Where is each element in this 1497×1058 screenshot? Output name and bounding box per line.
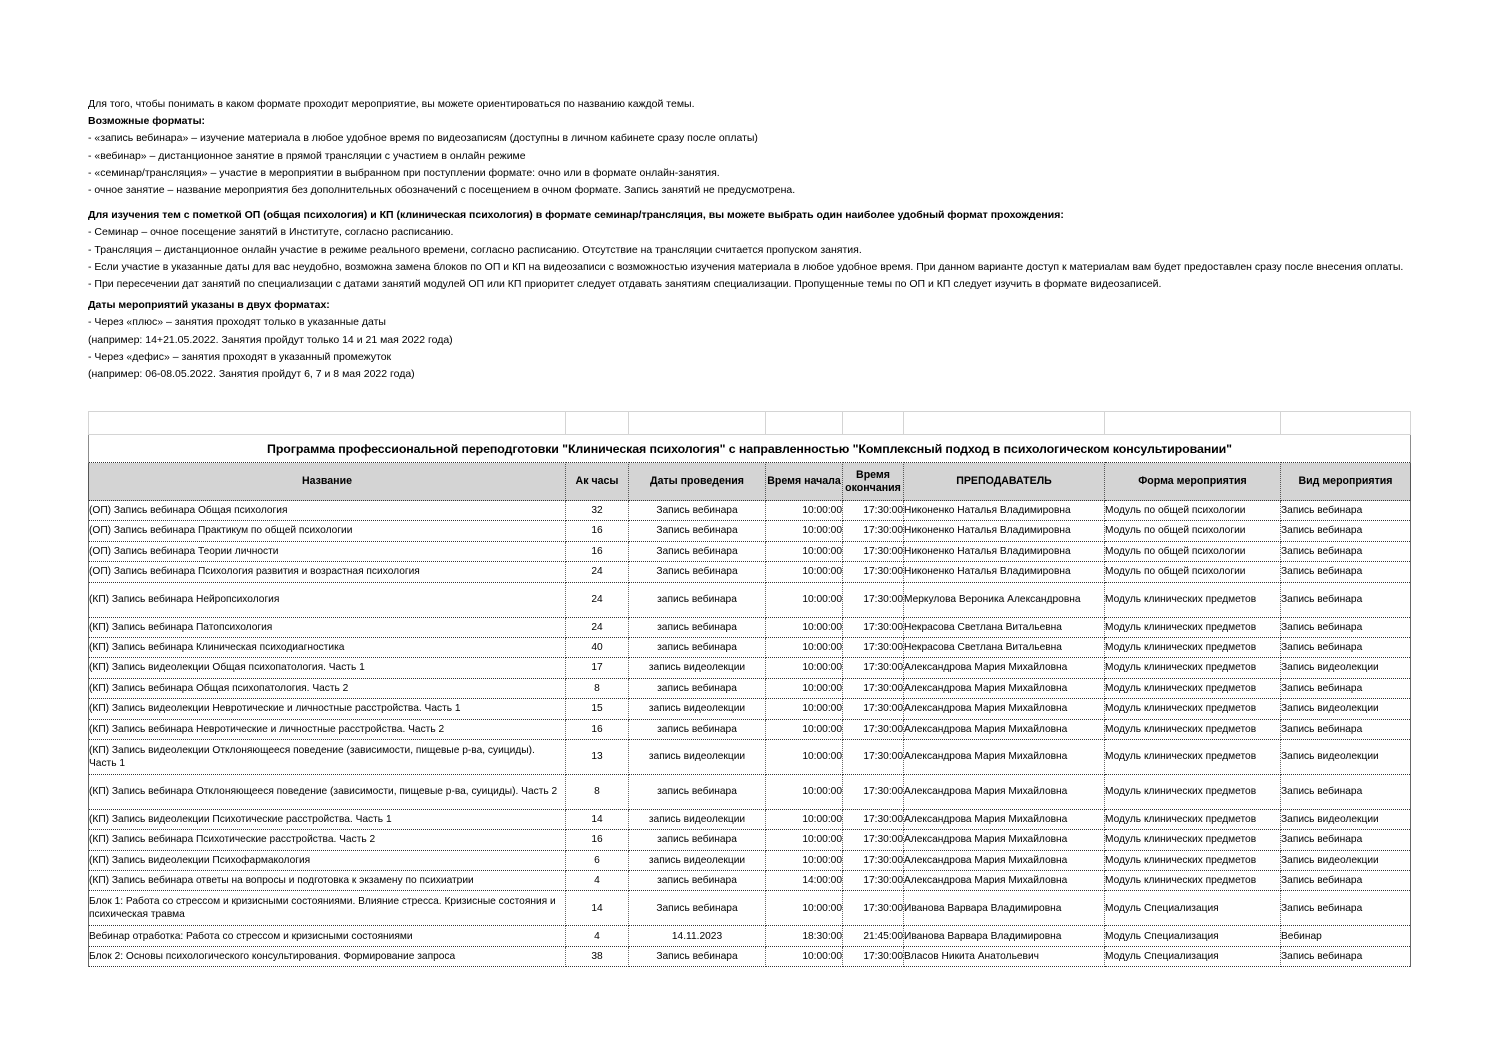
cell-kind: Запись видеолекции [1281, 809, 1411, 829]
format-item: - «семинар/трансляция» – участие в мероприятии в выбранном при поступлении формате: очно или в формате онлайн-занятия. [88, 166, 720, 179]
table-row [89, 946, 1411, 966]
cell-dates: запись вебинара [629, 719, 766, 739]
cell-hours: 15 [566, 699, 629, 719]
cell-dates: Запись вебинара [629, 501, 766, 521]
cell-name: (ОП) Запись вебинара Психология развития и возрастная психология [89, 562, 566, 582]
cell-end: 17:30:00 [843, 891, 904, 926]
cell-kind: Запись видеолекции [1281, 739, 1411, 774]
cell-hours: 16 [566, 541, 629, 561]
cell-kind: Запись вебинара [1281, 830, 1411, 850]
empty-grid-row [89, 412, 1411, 435]
cell-kind: Запись видеолекции [1281, 658, 1411, 678]
grid-cell [1281, 412, 1411, 435]
op-kp-item: - Если участие в указанные даты для вас неудобно, возможна замена блоков по ОП и КП на видеозаписи с возможностью изучения материала в любое удобное время. При данном варианте доступ к материалам вам будет предоставлен сразу после внесения оплаты. [88, 260, 1404, 273]
cell-name: (КП) Запись вебинара Патопсихология [89, 617, 566, 637]
cell-dates: запись видеолекции [629, 850, 766, 870]
cell-hours: 16 [566, 830, 629, 850]
cell-form: Модуль Специализация [1105, 926, 1281, 946]
cell-hours: 24 [566, 562, 629, 582]
cell-start: 10:00:00 [766, 850, 843, 870]
cell-form: Модуль клинических предметов [1105, 774, 1281, 809]
grid-cell [89, 412, 566, 435]
cell-kind: Запись вебинара [1281, 562, 1411, 582]
cell-start: 10:00:00 [766, 739, 843, 774]
cell-form: Модуль Специализация [1105, 946, 1281, 966]
table-row [89, 678, 1411, 698]
cell-form: Модуль клинических предметов [1105, 739, 1281, 774]
cell-dates: запись вебинара [629, 678, 766, 698]
cell-end: 17:30:00 [843, 521, 904, 541]
cell-form: Модуль по общей психологии [1105, 541, 1281, 561]
cell-dates: запись вебинара [629, 830, 766, 850]
table-body [89, 501, 1411, 967]
cell-kind: Запись видеолекции [1281, 850, 1411, 870]
cell-name: (КП) Запись видеолекции Общая психопатология. Часть 1 [89, 658, 566, 678]
intro-block [88, 96, 1410, 383]
cell-dates: Запись вебинара [629, 946, 766, 966]
cell-hours: 13 [566, 739, 629, 774]
cell-kind: Запись вебинара [1281, 719, 1411, 739]
cell-start: 18:30:00 [766, 926, 843, 946]
cell-kind: Запись вебинара [1281, 678, 1411, 698]
cell-name: Вебинар отработка: Работа со стрессом и кризисными состояниями [89, 926, 566, 946]
cell-teacher: Никоненко Наталья Владимировна [904, 562, 1105, 582]
cell-teacher: Никоненко Наталья Владимировна [904, 541, 1105, 561]
cell-end: 17:30:00 [843, 582, 904, 617]
cell-start: 10:00:00 [766, 637, 843, 657]
cell-start: 10:00:00 [766, 830, 843, 850]
column-header-end: Время окончания [843, 463, 904, 501]
cell-teacher: Никоненко Наталья Владимировна [904, 521, 1105, 541]
cell-form: Модуль клинических предметов [1105, 617, 1281, 637]
cell-teacher: Александрова Мария Михайловна [904, 774, 1105, 809]
cell-name: (КП) Запись видеолекции Психотические расстройства. Часть 1 [89, 809, 566, 829]
table-row [89, 830, 1411, 850]
cell-end: 17:30:00 [843, 774, 904, 809]
cell-form: Модуль клинических предметов [1105, 809, 1281, 829]
program-schedule-table [88, 411, 1411, 967]
cell-kind: Запись вебинара [1281, 521, 1411, 541]
cell-hours: 6 [566, 850, 629, 870]
table-row [89, 699, 1411, 719]
cell-kind: Запись вебинара [1281, 617, 1411, 637]
cell-end: 17:30:00 [843, 658, 904, 678]
cell-end: 17:30:00 [843, 871, 904, 891]
cell-kind: Запись вебинара [1281, 541, 1411, 561]
cell-end: 17:30:00 [843, 637, 904, 657]
cell-dates: 14.11.2023 [629, 926, 766, 946]
table-row [89, 637, 1411, 657]
cell-start: 10:00:00 [766, 617, 843, 637]
dates-item: (например: 14+21.05.2022. Занятия пройдут только 14 и 21 мая 2022 года) [88, 333, 453, 346]
cell-end: 17:30:00 [843, 809, 904, 829]
cell-kind: Запись вебинара [1281, 637, 1411, 657]
cell-teacher: Александрова Мария Михайловна [904, 658, 1105, 678]
cell-teacher: Меркулова Вероника Александровна [904, 582, 1105, 617]
table-title-row [89, 435, 1411, 463]
cell-end: 17:30:00 [843, 617, 904, 637]
cell-teacher: Никоненко Наталья Владимировна [904, 501, 1105, 521]
grid-cell [843, 412, 904, 435]
cell-hours: 24 [566, 582, 629, 617]
cell-teacher: Александрова Мария Михайловна [904, 678, 1105, 698]
cell-dates: запись видеолекции [629, 809, 766, 829]
cell-start: 10:00:00 [766, 658, 843, 678]
cell-hours: 38 [566, 946, 629, 966]
format-item: - «вебинар» – дистанционное занятие в прямой трансляции с участием в онлайн режиме [88, 149, 526, 162]
intro-lead: Для того, чтобы понимать в каком формате проходит мероприятие, вы можете ориентироваться по названию каждой темы. [88, 98, 695, 110]
cell-hours: 4 [566, 926, 629, 946]
cell-teacher: Иванова Варвара Владимировна [904, 926, 1105, 946]
cell-form: Модуль по общей психологии [1105, 521, 1281, 541]
grid-cell [1105, 412, 1281, 435]
cell-hours: 17 [566, 658, 629, 678]
cell-teacher: Александрова Мария Михайловна [904, 809, 1105, 829]
cell-dates: запись вебинара [629, 637, 766, 657]
cell-teacher: Александрова Мария Михайловна [904, 739, 1105, 774]
table-row [89, 809, 1411, 829]
cell-dates: запись вебинара [629, 774, 766, 809]
cell-end: 17:30:00 [843, 719, 904, 739]
cell-start: 10:00:00 [766, 582, 843, 617]
table-row [89, 658, 1411, 678]
cell-form: Модуль клинических предметов [1105, 637, 1281, 657]
cell-end: 17:30:00 [843, 830, 904, 850]
cell-name: (ОП) Запись вебинара Теории личности [89, 541, 566, 561]
column-header-form: Форма мероприятия [1105, 463, 1281, 501]
cell-teacher: Александрова Мария Михайловна [904, 719, 1105, 739]
cell-start: 10:00:00 [766, 809, 843, 829]
cell-hours: 16 [566, 719, 629, 739]
cell-form: Модуль клинических предметов [1105, 830, 1281, 850]
dates-item: - Через «дефис» – занятия проходят в указанный промежуток [88, 350, 392, 363]
cell-hours: 40 [566, 637, 629, 657]
cell-end: 17:30:00 [843, 501, 904, 521]
table-row [89, 774, 1411, 809]
column-header-dates: Даты проведения [629, 463, 766, 501]
cell-hours: 32 [566, 501, 629, 521]
cell-name: (КП) Запись видеолекции Невротические и личностные расстройства. Часть 1 [89, 699, 566, 719]
cell-name: (КП) Запись вебинара ответы на вопросы и подготовка к экзамену по психиатрии [89, 871, 566, 891]
cell-name: (КП) Запись вебинара Психотические расстройства. Часть 2 [89, 830, 566, 850]
program-title: Программа профессиональной переподготовки "Клиническая психология" с направленностью "Комплексный подход в психологическом консультировании" [89, 435, 1411, 463]
cell-teacher: Александрова Мария Михайловна [904, 830, 1105, 850]
cell-dates: запись вебинара [629, 871, 766, 891]
cell-form: Модуль Специализация [1105, 891, 1281, 926]
cell-kind: Запись вебинара [1281, 501, 1411, 521]
cell-form: Модуль клинических предметов [1105, 871, 1281, 891]
cell-name: (КП) Запись вебинара Клиническая психодиагностика [89, 637, 566, 657]
dates-heading: Даты мероприятий указаны в двух форматах: [88, 299, 330, 312]
cell-form: Модуль клинических предметов [1105, 678, 1281, 698]
cell-form: Модуль по общей психологии [1105, 562, 1281, 582]
table-row [89, 541, 1411, 561]
cell-end: 17:30:00 [843, 678, 904, 698]
cell-form: Модуль клинических предметов [1105, 658, 1281, 678]
cell-hours: 8 [566, 678, 629, 698]
table-row [89, 617, 1411, 637]
format-item: - очное занятие – название мероприятия без дополнительных обозначений с посещением в очном формате. Запись занятий не предусмотрена. [88, 184, 796, 197]
grid-cell [766, 412, 843, 435]
cell-name: (КП) Запись видеолекции Отклоняющееся поведение (зависимости, пищевые р-ва, суициды). Часть 1 [89, 739, 566, 774]
cell-dates: Запись вебинара [629, 521, 766, 541]
cell-kind: Запись вебинара [1281, 871, 1411, 891]
cell-hours: 14 [566, 809, 629, 829]
cell-hours: 4 [566, 871, 629, 891]
table-row [89, 501, 1411, 521]
cell-start: 10:00:00 [766, 541, 843, 561]
cell-dates: Запись вебинара [629, 562, 766, 582]
column-header-hours: Ак часы [566, 463, 629, 501]
table-row [89, 926, 1411, 946]
cell-kind: Запись вебинара [1281, 946, 1411, 966]
column-header-kind: Вид мероприятия [1281, 463, 1411, 501]
cell-start: 10:00:00 [766, 562, 843, 582]
cell-start: 14:00:00 [766, 871, 843, 891]
cell-end: 17:30:00 [843, 699, 904, 719]
cell-form: Модуль клинических предметов [1105, 699, 1281, 719]
cell-start: 10:00:00 [766, 891, 843, 926]
op-kp-item: - При пересечении дат занятий по специализации с датами занятий модулей ОП или КП приоритет следует отдавать занятиям специализации. Пропущенные темы по ОП и КП следует изучить в формате видеозаписей. [88, 278, 1162, 291]
cell-hours: 24 [566, 617, 629, 637]
cell-start: 10:00:00 [766, 699, 843, 719]
dates-item: (например: 06-08.05.2022. Занятия пройдут 6, 7 и 8 мая 2022 года) [88, 368, 415, 381]
cell-hours: 8 [566, 774, 629, 809]
grid-cell [904, 412, 1105, 435]
cell-kind: Запись вебинара [1281, 891, 1411, 926]
cell-teacher: Иванова Варвара Владимировна [904, 891, 1105, 926]
cell-name: Блок 1: Работа со стрессом и кризисными состояниями. Влияние стресса. Кризисные состояния и психическая травма [89, 891, 566, 926]
cell-dates: Запись вебинара [629, 541, 766, 561]
cell-start: 10:00:00 [766, 521, 843, 541]
cell-start: 10:00:00 [766, 501, 843, 521]
cell-form: Модуль клинических предметов [1105, 850, 1281, 870]
cell-start: 10:00:00 [766, 774, 843, 809]
cell-name: (КП) Запись вебинара Отклоняющееся поведение (зависимости, пищевые р-ва, суициды). Часть 2 [89, 774, 566, 809]
cell-hours: 16 [566, 521, 629, 541]
cell-end: 17:30:00 [843, 562, 904, 582]
cell-end: 17:30:00 [843, 946, 904, 966]
table-row [89, 521, 1411, 541]
cell-teacher: Александрова Мария Михайловна [904, 699, 1105, 719]
format-item: - «запись вебинара» – изучение материала в любое удобное время по видеозаписям (доступны в личном кабинете сразу после оплаты) [88, 132, 758, 145]
cell-form: Модуль по общей психологии [1105, 501, 1281, 521]
cell-teacher: Александрова Мария Михайловна [904, 850, 1105, 870]
op-kp-heading: Для изучения тем с пометкой ОП (общая психология) и КП (клиническая психология) в формате семинар/трансляция, вы можете выбрать один наиболее удобный формат прохождения: [88, 209, 1064, 222]
cell-dates: запись вебинара [629, 617, 766, 637]
cell-name: (КП) Запись вебинара Нейропсихология [89, 582, 566, 617]
cell-start: 10:00:00 [766, 946, 843, 966]
table-row [89, 562, 1411, 582]
cell-name: (КП) Запись видеолекции Психофармакология [89, 850, 566, 870]
cell-name: (ОП) Запись вебинара Практикум по общей психологии [89, 521, 566, 541]
cell-name: Блок 2: Основы психологического консультирования. Формирование запроса [89, 946, 566, 966]
cell-kind: Запись вебинара [1281, 774, 1411, 809]
cell-teacher: Власов Никита Анатольевич [904, 946, 1105, 966]
cell-hours: 14 [566, 891, 629, 926]
cell-dates: запись вебинара [629, 582, 766, 617]
grid-cell [629, 412, 766, 435]
cell-dates: Запись вебинара [629, 891, 766, 926]
dates-item: - Через «плюс» – занятия проходят только в указанные даты [88, 316, 386, 329]
cell-name: (ОП) Запись вебинара Общая психология [89, 501, 566, 521]
cell-end: 17:30:00 [843, 850, 904, 870]
table-row [89, 582, 1411, 617]
formats-heading: Возможные форматы: [88, 115, 206, 128]
cell-end: 17:30:00 [843, 739, 904, 774]
op-kp-item: - Семинар – очное посещение занятий в Институте, согласно расписанию. [88, 226, 454, 239]
cell-teacher: Некрасова Светлана Витальевна [904, 637, 1105, 657]
cell-name: (КП) Запись вебинара Невротические и личностные расстройства. Часть 2 [89, 719, 566, 739]
column-header-name: Название [89, 463, 566, 501]
cell-end: 17:30:00 [843, 541, 904, 561]
cell-end: 21:45:00 [843, 926, 904, 946]
cell-start: 10:00:00 [766, 719, 843, 739]
cell-kind: Вебинар [1281, 926, 1411, 946]
cell-name: (КП) Запись вебинара Общая психопатология. Часть 2 [89, 678, 566, 698]
cell-form: Модуль клинических предметов [1105, 719, 1281, 739]
table-row [89, 850, 1411, 870]
cell-form: Модуль клинических предметов [1105, 582, 1281, 617]
op-kp-item: - Трансляция – дистанционное онлайн участие в режиме реального времени, согласно расписанию. Отсутствие на трансляции считается пропуском занятия. [88, 243, 862, 256]
table-header-row [89, 463, 1411, 501]
cell-dates: запись видеолекции [629, 699, 766, 719]
table-row [89, 891, 1411, 926]
cell-kind: Запись вебинара [1281, 582, 1411, 617]
table-row [89, 739, 1411, 774]
spacer [88, 199, 1410, 207]
cell-dates: запись видеолекции [629, 739, 766, 774]
cell-start: 10:00:00 [766, 678, 843, 698]
cell-kind: Запись видеолекции [1281, 699, 1411, 719]
table-row [89, 719, 1411, 739]
table-row [89, 871, 1411, 891]
column-header-start: Время начала [766, 463, 843, 501]
grid-cell [566, 412, 629, 435]
cell-teacher: Александрова Мария Михайловна [904, 871, 1105, 891]
cell-teacher: Некрасова Светлана Витальевна [904, 617, 1105, 637]
cell-dates: запись видеолекции [629, 658, 766, 678]
column-header-teacher: ПРЕПОДАВАТЕЛЬ [904, 463, 1105, 501]
